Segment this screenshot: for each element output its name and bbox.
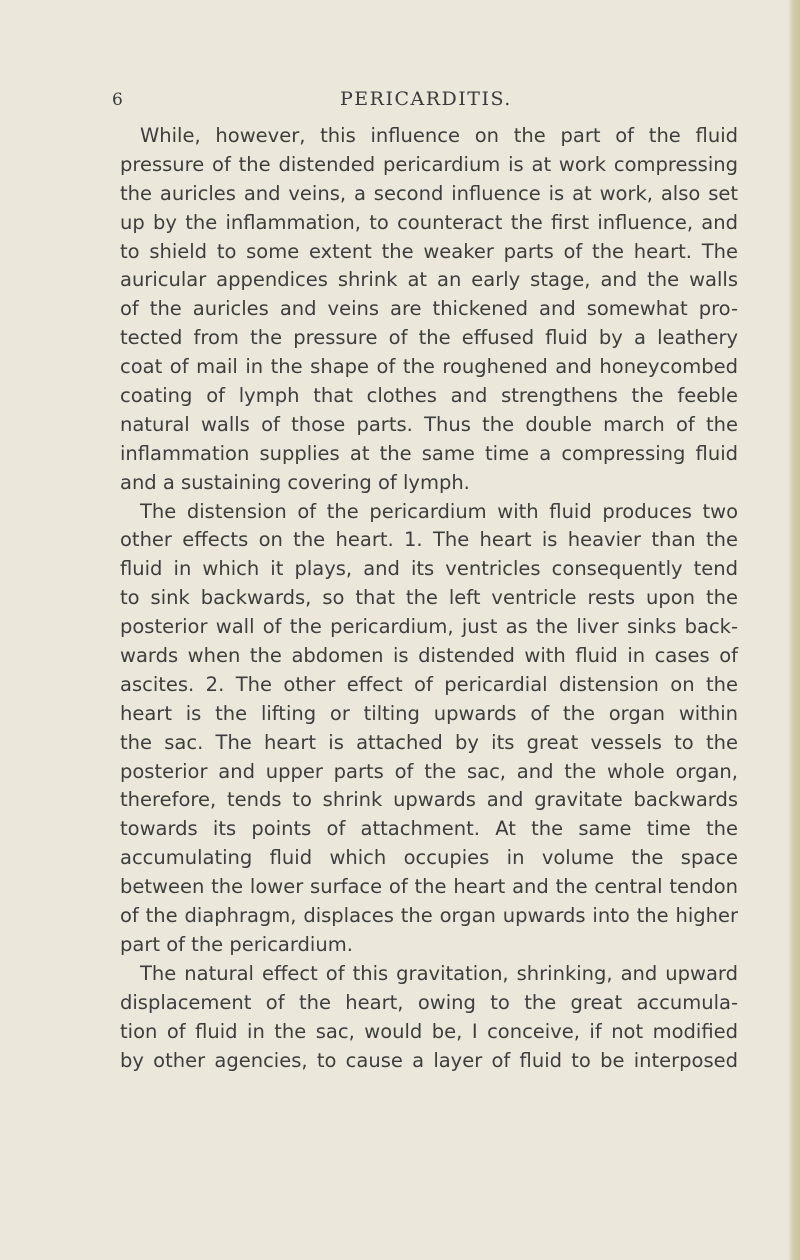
page-header (112, 88, 742, 116)
text-line: posterior wall of the pericardium, just as the liver sinks back- (120, 615, 738, 639)
page-edge (788, 0, 800, 1260)
text-line: wards when the abdomen is distended with fluid in cases of (120, 644, 738, 668)
text-line: to shield to some extent the weaker parts of the heart. The (120, 239, 738, 263)
text-line: of the auricles and veins are thickened and somewhat pro- (120, 297, 738, 321)
text-line: between the lower surface of the heart and the central tendon (120, 875, 738, 899)
body-text (120, 122, 738, 1075)
page-number: 6 (112, 90, 124, 110)
text-line: tected from the pressure of the effused fluid by a leathery (120, 326, 738, 350)
text-line: fluid in which it plays, and its ventricles consequently tend (120, 557, 738, 581)
text-line: displacement of the heart, owing to the great accumula- (120, 990, 738, 1014)
text-line: and a sustaining covering of lymph. (120, 470, 470, 494)
text-line: part of the pericardium. (120, 932, 353, 956)
text-line: The distension of the pericardium with fluid produces two (140, 499, 738, 523)
text-line: posterior and upper parts of the sac, and the whole organ, (120, 759, 738, 783)
text-line: ascites. 2. The other effect of pericardial distension on the (120, 672, 738, 696)
text-line: auricular appendices shrink at an early stage, and the walls (120, 268, 738, 292)
text-line: therefore, tends to shrink upwards and gravitate backwards (120, 788, 738, 812)
text-line: tion of fluid in the sac, would be, I conceive, if not modified (120, 1019, 738, 1043)
text-line: the sac. The heart is attached by its great vessels to the (120, 730, 738, 754)
text-line: to sink backwards, so that the left ventricle rests upon the (120, 586, 738, 610)
text-line: towards its points of attachment. At the same time the (120, 817, 738, 841)
text-line: natural walls of those parts. Thus the double march of the (120, 412, 738, 436)
text-line: The natural effect of this gravitation, shrinking, and upward (140, 961, 738, 985)
running-head: PERICARDITIS. (340, 88, 512, 110)
text-line: coat of mail in the shape of the roughened and honeycombed (120, 355, 738, 379)
text-line: other effects on the heart. 1. The heart is heavier than the (120, 528, 738, 552)
text-line: While, however, this influence on the part of the fluid (140, 124, 738, 147)
text-line: pressure of the distended pericardium is at work compressing (120, 152, 738, 176)
text-line: inflammation supplies at the same time a compressing fluid (120, 441, 738, 465)
text-line: up by the inflammation, to counteract the first influence, and (120, 210, 738, 234)
text-line: by other agencies, to cause a layer of fluid to be interposed (120, 1048, 738, 1072)
text-line: accumulating fluid which occupies in volume the space (120, 846, 738, 870)
text-line: heart is the lifting or tilting upwards of the organ within (120, 701, 738, 725)
text-line: of the diaphragm, displaces the organ upwards into the higher (120, 904, 738, 928)
text-line: the auricles and veins, a second influence is at work, also set (120, 181, 738, 205)
text-line: coating of lymph that clothes and strengthens the feeble (120, 384, 738, 408)
